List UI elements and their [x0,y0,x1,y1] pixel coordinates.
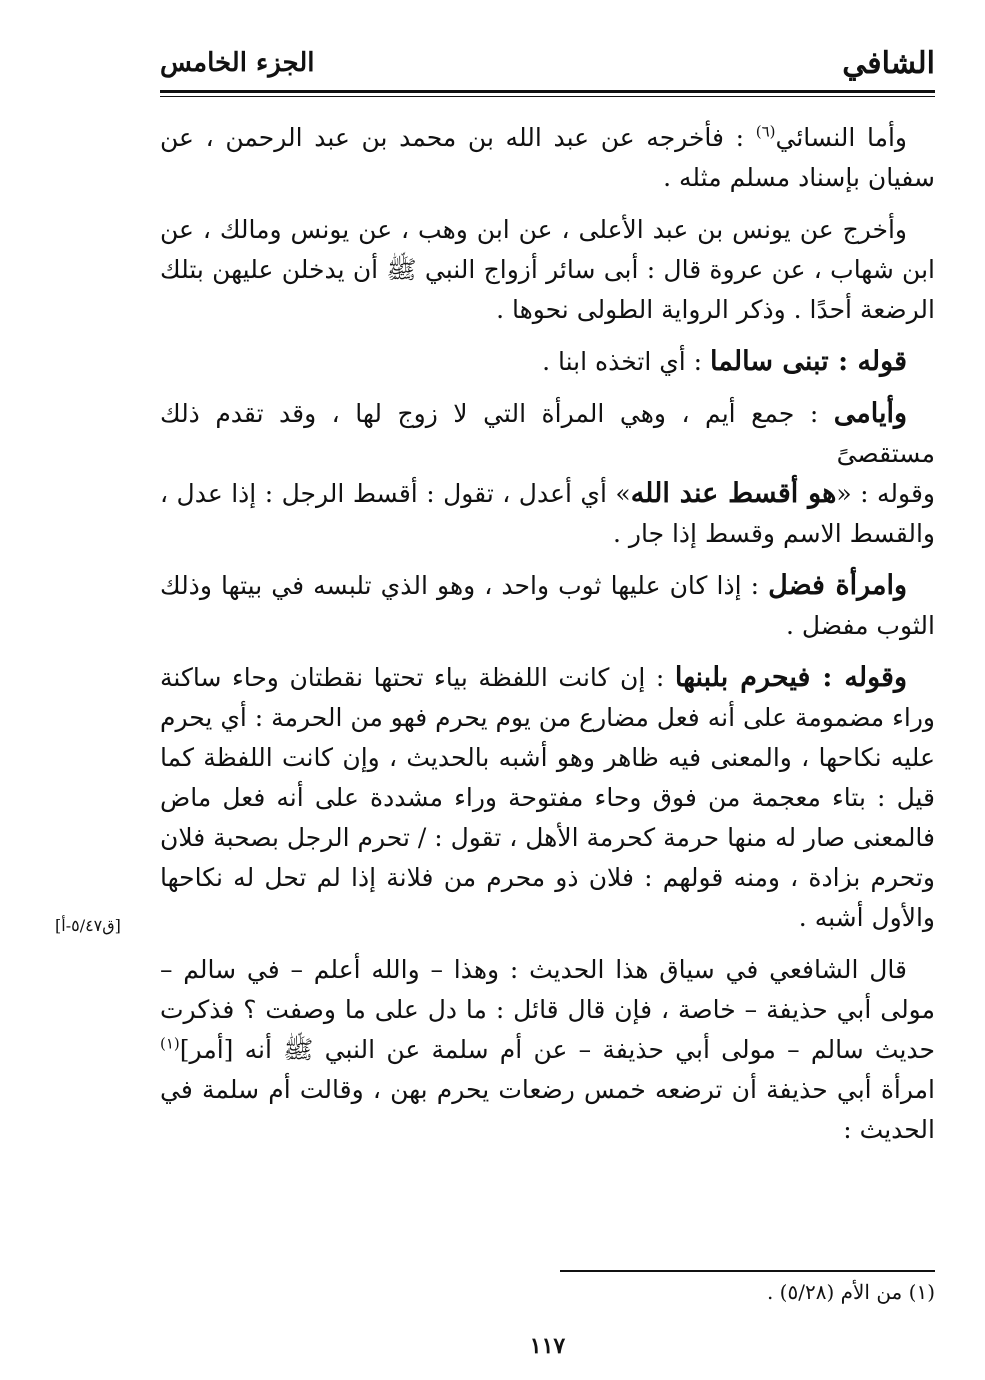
page-number: ١١٧ [529,1333,566,1359]
running-header [160,40,935,90]
main-text [160,118,935,1162]
book-page [160,40,935,1359]
part-label: الجزء الخامس [160,48,315,78]
paragraph-7: وقوله : فيحرم بلبنها : إن كانت اللفظة بياء تحتها نقطتان وحاء ساكنة وراء مضمومة على أنه فعل مضارع من يوم يحرم فهو من الحرمة : أي يحرم عليه نكاحها ، والمعنى فيه ظاهر وهو أشبه بالحديث ، وإن كانت اللفظة كما قيل : بتاء معجمة من فوق وحاء مفتوحة وراء مشددة على أنه فعل ماض فالمعنى صار له منها حرمة كحرمة الأهل ، تقول : / تحرم الرجل بصحبة فلان وتحرم بزادة ، ومنه قولهم : فلان ذو محرم من فلانة إذا لم تحل له نكاحها والأول أشبه . [160,662,935,932]
margin-manuscript-ref: [ق٥/٤٧-أ] [55,916,121,935]
paragraph-5: وقوله : «هو أقسط عند الله» أي أعدل ، تقول : أقسط الرجل : إذا عدل ، والقسط الاسم وقسط إذا جار . [160,478,935,548]
footnote-rule [560,1270,935,1272]
header-rule-thin [160,96,935,97]
header-rule-thick [160,90,935,93]
paragraph-1: وأما النسائي$^{(٦)}$ : فأخرجه عن عبد الله بن محمد بن عبد الرحمن ، عن سفيان بإسناد مسلم مثله . [160,122,935,192]
paragraph-6: وامرأة فضل : إذا كان عليها ثوب واحد ، وهو الذي تلبسه في بيتها وذلك الثوب مفضل . [160,570,935,640]
paragraph-8: قال الشافعي في سياق هذا الحديث : وهذا – والله أعلم – في سالم – مولى أبي حذيفة – خاصة ، فإن قال قائل : ما دل على ما وصفت ؟ فذكرت حديث سالم – مولى أبي حذيفة – عن أم سلمة عن النبي ﷺ أنه [أمر]$^{(١)}$ امرأة أبي حذيفة أن ترضعه خمس رضعات يحرم بهن ، وقالت أم سلمة في الحديث : [160,955,935,1144]
paragraph-2: وأخرج عن يونس بن عبد الأعلى ، عن ابن وهب ، عن يونس ومالك ، عن ابن شهاب ، عن عروة قال : أبى سائر أزواج النبي ﷺ أن يدخلن عليهن بتلك الرضعة أحدًا . وذكر الرواية الطولى نحوها . [160,215,935,324]
paragraph-4: وأيامى : جمع أيم ، وهي المرأة التي لا زوج لها ، وقد تقدم ذلك مستقصىً [160,398,935,468]
book-title: الشافي [842,46,935,81]
paragraph-3: قوله : تبنى سالما : أي اتخذه ابنا . [542,346,907,377]
footnote: (١) من الأم (٥/٢٨) . [766,1280,935,1304]
